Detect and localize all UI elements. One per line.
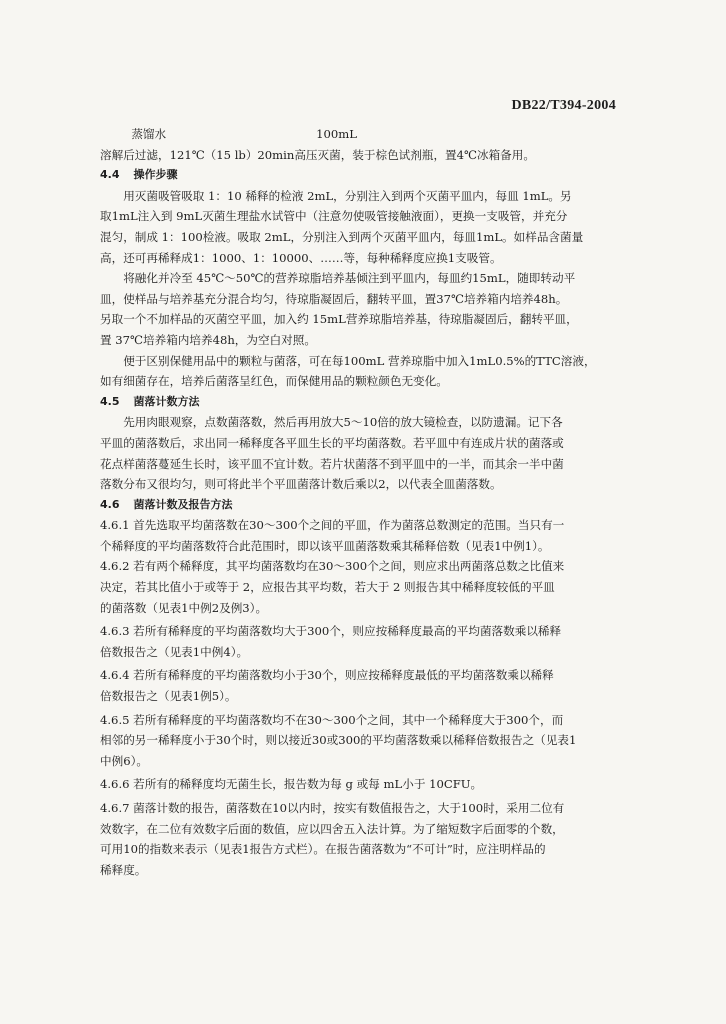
text-line: 落数分布又很均匀，则可将此半个平皿菌落计数后乘以2，以代表全皿菌落数。 [100,477,502,492]
text-line: 用灭菌吸管吸取 1：10 稀释的检液 2mL，分别注入到两个灭菌平皿内，每皿 1mL。另 [123,188,572,203]
text-line: 倍数报告之（见表1例5）。 [100,689,237,704]
text-line: 可用10的指数来表示（见表1报告方式栏）。在报告菌落数为“不可计”时，应注明样品的 [100,842,546,857]
text-line: 便于区别保健用品中的颗粒与菌落，可在每100mL 营养琼脂中加入1mL0.5%的TTC溶液， [123,353,596,368]
clause-4-6-4: 4.6.4 若所有稀释度的平均菌落数均小于30个，则应按稀释度最低的平均菌落数乘以稀释 [100,668,554,683]
text-line: 取1mL注入到 9mL灭菌生理盐水试管中（注意勿使吸管接触液面），更换一支吸管，并充分 [100,209,568,224]
text-line: 效数字，在二位有效数字后面的数值，应以四舍五入法计算。为了缩短数字后面零的个数， [100,821,564,836]
clause-4-6-2: 4.6.2 若有两个稀释度，其平均菌落数均在30～300个之间，则应求出两菌落总数之比值来 [100,559,565,574]
text-line: 稀释度。 [100,862,147,877]
section-heading-4-4 [100,165,610,186]
text-line: 皿，使样品与培养基充分混合均匀，待琼脂凝固后，翻转平皿，置37℃培养箱内培养48h。 [100,291,568,306]
text-line: 先用肉眼观察，点数菌落数，然后再用放大5～10倍的放大镜检查，以防遗漏。记下各 [123,415,563,430]
text-line: 的菌落数（见表1中例2及例3）。 [100,600,268,615]
text-line: 平皿的菌落数后，求出同一稀释度各平皿生长的平均菌落数。若平皿中有连成片状的菌落或 [100,435,564,450]
section-number: 4.6 [100,497,120,511]
section-title: 操作步骤 [133,168,178,182]
clause-4-6-5: 4.6.5 若所有稀释度的平均菌落数均不在30～300个之间，其中一个稀释度大于300个，而 [100,712,564,727]
reagent-name: 蒸馏水 [131,127,167,141]
text-line: 中例6）。 [100,753,148,768]
text-line: 决定，若其比值小于或等于 2，应报告其平均数，若大于 2 则报告其中稀释度较低的平皿 [100,580,555,595]
clause-4-6-7: 4.6.7 菌落计数的报告，菌落数在10以内时，按实有数值报告之，大于100时，采用二位有 [100,801,565,815]
clause-4-6-3: 4.6.3 若所有稀释度的平均菌落数均大于300个，则应按稀释度最高的平均菌落数乘以稀释 [100,624,562,639]
clause-4-6-6: 4.6.6 若所有的稀释度均无菌生长，报告数为每 g 或每 mL小于 10CFU。 [100,777,483,792]
text-line: 溶解后过滤，121℃（15 lb）20min高压灭菌，装于棕色试剂瓶，置4℃冰箱备用。 [100,147,535,162]
text-line: 相邻的另一稀释度小于30个时，则以接近30或300的平均菌落数乘以稀释倍数报告之（见表1 [100,733,577,748]
text-line: 倍数报告之（见表1中例4）。 [100,644,249,659]
section-title: 菌落计数方法 [133,394,200,408]
clause-4-6-1: 4.6.1 首先选取平均菌落数在30～300个之间的平皿，作为菌落总数测定的范围。当只有一 [100,518,565,533]
text-line: 个稀释度的平均菌落数符合此范围时，即以该平皿菌落数乘其稀释倍数（见表1中例1）。 [100,538,550,553]
document-body [100,124,610,880]
section-title: 菌落计数及报告方法 [133,497,233,511]
section-heading-4-6 [100,495,610,516]
reagent-line [100,124,610,145]
text-line: 混匀，制成 1：100检液。吸取 2mL，分别注入到两个灭菌平皿内，每皿1mL。如样品含菌量 [100,229,584,244]
standard-number: DB22/T394-2004 [511,98,616,113]
text-line: 置 37℃培养箱内培养48h，为空白对照。 [100,332,316,347]
reagent-amount: 100mL [316,127,357,141]
section-number: 4.5 [100,394,120,408]
text-line: 花点样菌落蔓延生长时，该平皿不宜计数。若片状菌落不到平皿中的一半，而其余一半中菌 [100,456,564,471]
text-line: 将融化并冷至 45℃～50℃的营养琼脂培养基倾注到平皿内，每皿约15mL，随即转动平 [123,271,576,286]
section-number: 4.4 [100,168,120,182]
text-line: 高，还可再稀释成1：1000、1：10000、……等，每种稀释度应换1支吸管。 [100,250,502,265]
section-heading-4-5 [100,392,610,413]
text-line: 如有细菌存在，培养后菌落呈红色，而保健用品的颗粒颜色无变化。 [100,374,448,389]
text-line: 另取一个不加样品的灭菌空平皿，加入约 15mL营养琼脂培养基，待琼脂凝固后，翻转平皿， [100,312,578,327]
